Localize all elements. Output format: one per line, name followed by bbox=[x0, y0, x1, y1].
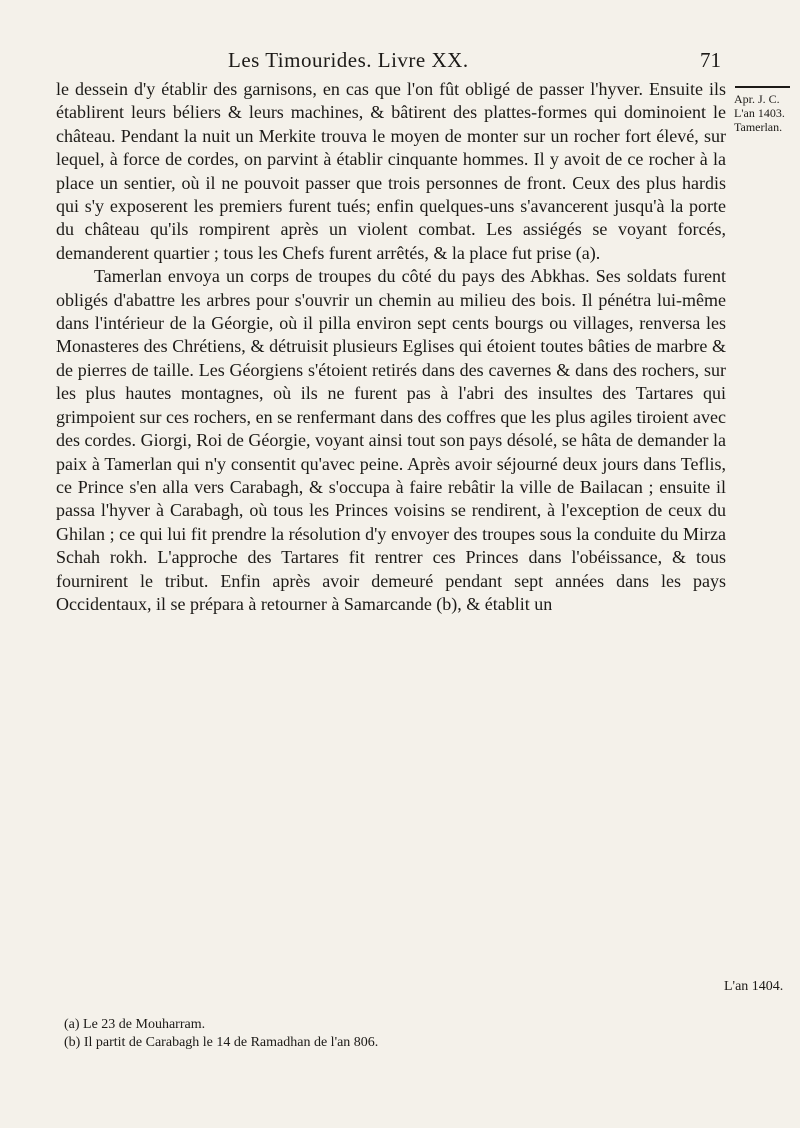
margin-rule bbox=[735, 86, 790, 88]
paragraph-2: Tamerlan envoya un corps de troupes du côté du pays des Abkhas. Ses soldats furent obligés d'abattre les arbres pour s'ouvrir un chemin au milieu des bois. Il pénétra lui-même dans l'intérieur de la Géorgie, où il pilla environ sept cents bourgs ou villages, renversa les Monasteres des Chrétiens, & détruisit plusieurs Eglises qui étoient toutes bâties de marbre & de pierres de taille. Les Géorgiens s'étoient retirés dans des cavernes & dans des rochers, sur les plus hautes montagnes, où ils ne furent pas à l'abri des insultes des Tartares qui grimpoient sur ces rochers, en se renfermant dans des coffres que les plus agiles tiroient avec des cordes. Giorgi, Roi de Géorgie, voyant ainsi tout son pays désolé, se hâta de demander la paix à Tamerlan qui n'y consentit qu'avec peine. Après avoir séjourné deux jours dans Teflis, ce Prince s'en alla vers Carabagh, & s'occupa à faire rebâtir la ville de Bailacan ; ensuite il passa l'hyver à Carabagh, où tous les Princes voisins se rendirent, à l'exception de ceux du Ghilan ; ce qui lui fit prendre la résolution d'y envoyer des troupes sous la conduite du Mirza Schah rokh. L'approche des Tartares fit rentrer ces Princes dans l'obéissance, & tous fournirent le tribut. Enfin après avoir demeuré pendant sept années dans les pays Occidentaux, il se prépara à retourner à Samarcande (b), & établit un bbox=[56, 266, 726, 614]
running-title: Les Timourides. Livre XX. bbox=[228, 48, 469, 72]
paragraph-1: le dessein d'y établir des garnisons, en cas que l'on fût obligé de passer l'hyver. Ensuite ils établirent leurs béliers & leurs machines, & bâtirent des plattes-formes qui dominoient le château. Pendant la nuit un Merkite trouva le moyen de monter sur un rocher fort élevé, sur lequel, à force de cordes, on parvint à établir cinquante hommes. Il y avoit de ce rocher à la place un sentier, où il ne pouvoit passer que trois personnes de front. Ceux des plus hardis qui s'y exposerent les premiers furent tués; enfin quelques-uns s'avancerent jusqu'à la porte du château qu'ils rompirent après un violent combat. Les assiégés se voyant forcés, demanderent quartier ; tous les Chefs furent arrêtés, & la place fut prise (a). bbox=[56, 79, 726, 263]
margin-year-bottom: L'an 1404. bbox=[724, 979, 784, 994]
page-number: 71 bbox=[700, 48, 721, 72]
margin-apr: Apr. J. C. bbox=[734, 92, 780, 106]
footnote-b: (b) Il partit de Carabagh le 14 de Ramadhan de l'an 806. bbox=[64, 1035, 379, 1050]
footnotes bbox=[64, 1016, 664, 1052]
footnote-a: (a) Le 23 de Mouharram. bbox=[64, 1017, 206, 1032]
body-text bbox=[56, 78, 726, 616]
margin-note-date bbox=[734, 92, 785, 134]
margin-subject: Tamerlan. bbox=[734, 120, 783, 134]
margin-year: L'an 1403. bbox=[734, 106, 785, 120]
